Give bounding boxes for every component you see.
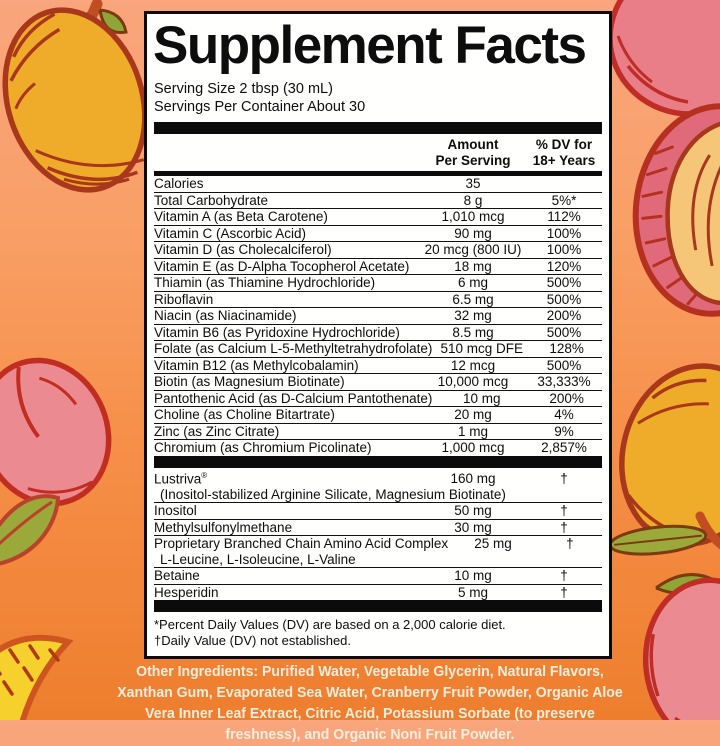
table-row (154, 424, 602, 441)
footnote-dagger: †Daily Value (DV) not established. (154, 633, 352, 648)
nutrient-name: Total Carbohydrate (154, 192, 269, 208)
nutrient-rows-secondary (154, 468, 602, 601)
nutrient-amount: 12 mcg (450, 357, 496, 373)
nutrient-amount: 90 mg (454, 225, 492, 241)
nutrient-amount: 1,010 mcg (441, 209, 505, 224)
mango-whole-right-icon (603, 350, 720, 559)
table-row (154, 259, 602, 276)
nutrient-amount: 10 mg (454, 568, 492, 583)
table-row (154, 568, 602, 585)
leaf-left-icon (0, 496, 58, 566)
nutrient-amount: 8.5 mg (452, 324, 494, 340)
nutrient-name: Thiamin (as Thiamine Hydrochloride) (154, 275, 376, 290)
serving-size: Serving Size 2 tbsp (30 mL) (154, 81, 333, 97)
table-row (154, 226, 602, 243)
nutrient-amount: 50 mg (454, 503, 492, 518)
mango-cut-half-right-icon (626, 98, 720, 322)
nutrient-dv: 500% (546, 357, 582, 373)
nutrient-dv: † (560, 584, 568, 600)
nutrient-subtext: (Inositol-stabilized Arginine Silicate, Magnesium Biotinate) (160, 486, 506, 502)
nutrient-dv: 128% (549, 341, 584, 356)
nutrient-name: Calories (154, 176, 204, 191)
mango-whole-top-left-icon (0, 0, 167, 208)
nutrient-dv: † (560, 568, 568, 583)
amount-column-header: Amount Per Serving (435, 137, 511, 168)
nutrient-dv: 100% (546, 242, 582, 257)
table-row (154, 325, 602, 342)
nutrient-dv: 120% (546, 258, 582, 274)
column-headers (154, 134, 602, 171)
table-row (154, 176, 602, 193)
nutrient-name: Vitamin E (as D-Alpha Tocopherol Acetate) (154, 258, 410, 274)
nutrient-amount: 1,000 mcg (441, 440, 505, 455)
nutrient-dv: 200% (546, 308, 582, 323)
table-row (154, 503, 602, 520)
table-row (154, 391, 602, 408)
serving-info (154, 80, 602, 116)
nutrient-dv: 33,333% (537, 374, 591, 389)
nutrient-amount: 6.5 mg (452, 291, 494, 307)
nutrient-dv: 500% (546, 275, 582, 290)
nutrient-dv: † (560, 519, 568, 535)
nutrient-name: Lustriva® (154, 470, 208, 486)
dv-column-header: % DV for 18+ Years (532, 137, 596, 168)
nutrient-name: Riboflavin (154, 291, 214, 307)
nutrient-name: Inositol (154, 503, 197, 518)
nutrient-name: Methylsulfonylmethane (154, 519, 293, 535)
nutrient-amount: 1 mg (457, 423, 488, 439)
nutrient-amount: 18 mg (454, 258, 492, 274)
nutrient-amount: 5 mg (457, 584, 488, 600)
nutrient-dv: 112% (547, 209, 581, 224)
nutrient-name: Biotin (as Magnesium Biotinate) (154, 374, 345, 389)
nutrient-dv: 9% (554, 423, 574, 439)
table-row (154, 536, 602, 568)
nutrient-dv: 200% (549, 390, 584, 406)
mango-slice-bottom-left-icon (0, 638, 68, 720)
nutrient-dv: 2,857% (541, 440, 587, 455)
nutrient-subtext: L-Leucine, L-Isoleucine, L-Valine (160, 551, 356, 567)
peach-bottom-right-icon (635, 571, 720, 720)
divider-bar-thick (154, 122, 602, 134)
nutrient-amount: 10,000 mcg (437, 374, 509, 389)
nutrient-dv: 100% (546, 225, 582, 241)
table-row (154, 358, 602, 375)
table-row (154, 209, 602, 226)
footnote-dv: *Percent Daily Values (DV) are based on a 2,000 calorie diet. (154, 617, 506, 632)
table-row (154, 585, 602, 601)
nutrient-dv: 4% (554, 407, 574, 422)
nutrient-amount: 20 mg (454, 407, 492, 422)
table-row (154, 341, 602, 358)
table-row (154, 374, 602, 391)
nutrient-amount: 30 mg (454, 519, 492, 535)
nutrient-amount: 160 mg (450, 471, 496, 486)
nutrient-rows-main (154, 176, 602, 456)
divider-bar-thick (154, 456, 602, 468)
servings-per-container: Servings Per Container About 30 (154, 99, 366, 115)
table-row (154, 440, 602, 456)
table-row (154, 308, 602, 325)
nutrient-amount: 8 g (463, 192, 483, 208)
table-row (154, 193, 602, 210)
nutrient-dv: † (566, 536, 574, 551)
nutrient-name: Vitamin B12 (as Methylcobalamin) (154, 357, 359, 373)
table-row (154, 520, 602, 537)
supplement-facts-title: Supplement Facts (153, 16, 586, 75)
peach-top-right-icon (610, 0, 720, 114)
nutrient-name: Choline (as Choline Bitartrate) (154, 407, 335, 422)
nutrient-dv: 500% (546, 324, 582, 340)
nutrient-name: Vitamin B6 (as Pyridoxine Hydrochloride) (154, 324, 400, 340)
nutrient-dv: 500% (546, 291, 582, 307)
nutrient-name: Betaine (154, 568, 200, 583)
table-row (154, 468, 602, 504)
nutrient-dv: † (560, 471, 568, 486)
peach-left-icon (0, 341, 130, 523)
table-row (154, 242, 602, 259)
other-ingredients-text: Other Ingredients: Purified Water, Vegetable Glycerin, Natural Flavors, Xanthan Gum, Evaporated Sea Water, Cranberry Fruit Powder, Organic Aloe Vera Inner Leaf Extract, Citric Acid, Potassium Sorbate (to preserve freshness), and Organic Noni Fruit Powder. (117, 664, 623, 743)
nutrient-name: Niacin (as Niacinamide) (154, 308, 297, 323)
nutrient-dv: 5%* (551, 192, 577, 208)
nutrient-amount: 510 mcg DFE (440, 341, 524, 356)
table-row (154, 275, 602, 292)
table-row (154, 292, 602, 309)
nutrient-amount: 35 (465, 176, 481, 191)
nutrient-amount: 20 mcg (800 IU) (424, 242, 522, 257)
divider-bar-thick (154, 600, 602, 612)
nutrient-name: Hesperidin (154, 584, 219, 600)
supplement-facts-panel (144, 11, 612, 659)
nutrient-name: Folate (as Calcium L-5-Methyltetrahydrofolate) (154, 341, 433, 356)
table-row (154, 407, 602, 424)
nutrient-name: Vitamin C (Ascorbic Acid) (154, 225, 307, 241)
nutrient-name: Chromium (as Chromium Picolinate) (154, 440, 372, 455)
nutrient-dv: † (560, 503, 568, 518)
nutrient-name: Vitamin A (as Beta Carotene) (154, 209, 328, 224)
nutrient-name: Zinc (as Zinc Citrate) (154, 423, 280, 439)
nutrient-name: Pantothenic Acid (as D-Calcium Pantothenate) (154, 390, 433, 406)
nutrient-amount: 32 mg (454, 308, 492, 323)
nutrient-amount: 25 mg (474, 536, 512, 551)
footnotes (154, 612, 602, 651)
nutrient-name: Vitamin D (as Cholecalciferol) (154, 242, 332, 257)
nutrient-amount: 6 mg (457, 275, 488, 290)
nutrient-amount: 10 mg (463, 390, 501, 406)
nutrient-name: Proprietary Branched Chain Amino Acid Complex (154, 536, 449, 551)
